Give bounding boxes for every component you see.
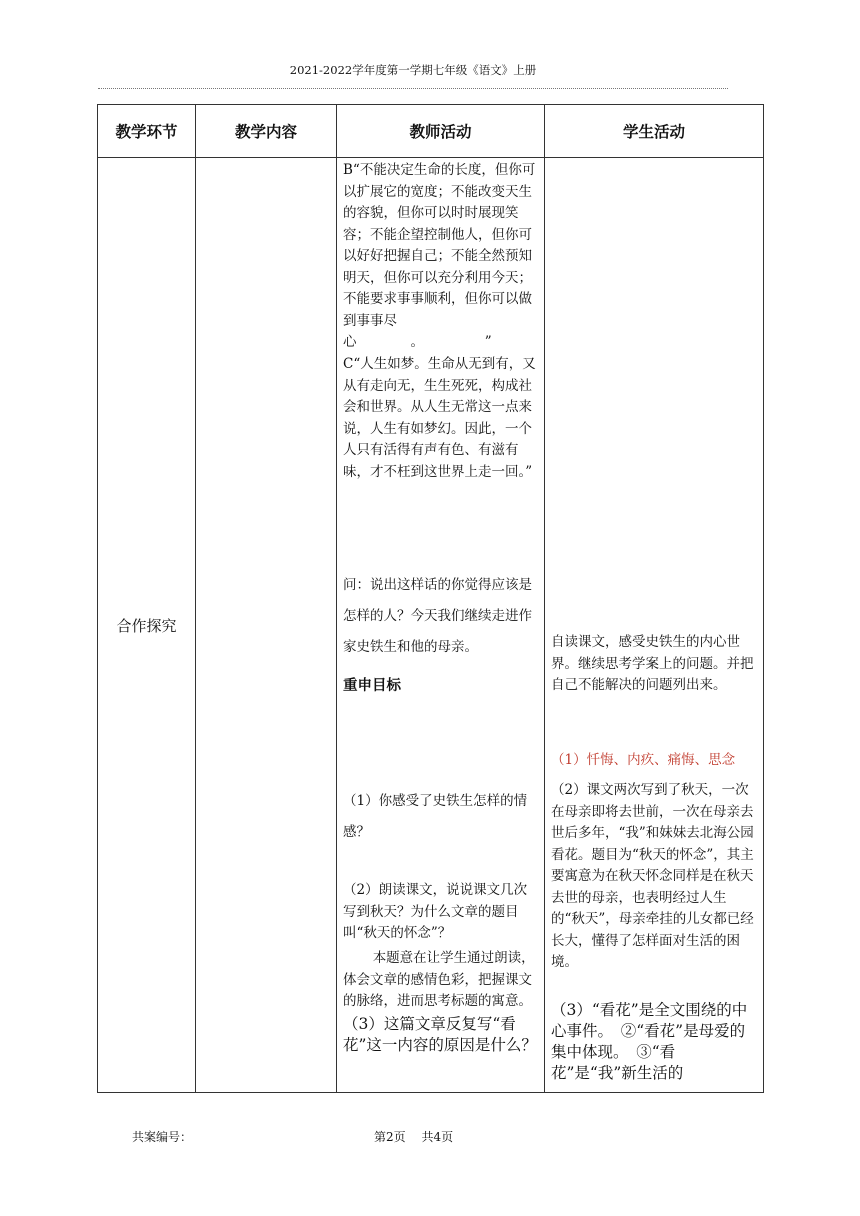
header-teacher-activity: 教师活动 bbox=[337, 105, 545, 158]
table-header-row bbox=[98, 105, 764, 158]
question-2-note: 本题意在让学生通过朗读，体会文章的感情色彩，把握课文的脉络，进而思考标题的寓意。 bbox=[343, 950, 535, 1009]
quote-b: B“不能决定生命的长度，但你可以扩展它的宽度；不能改变天生的容貌，但你可以时时展现笑容；不能企望控制他人，但你可以好好把握自己；不能全然预知明天，但你可以充分利用今天；不能要求事事顺利，但你可以做到事事尽心 。 ” bbox=[343, 162, 536, 350]
teacher-activity-cell bbox=[337, 158, 545, 1093]
header-teaching-content: 教学内容 bbox=[196, 105, 337, 158]
student-activity-cell bbox=[545, 158, 764, 1093]
question-2: （2）朗读课文，说说课文几次写到秋天？为什么文章的题目叫“秋天的怀念”？ bbox=[343, 882, 528, 941]
section-label: 合作探究 bbox=[98, 158, 196, 1093]
goal-heading: 重申目标 bbox=[343, 678, 401, 694]
lesson-plan-table bbox=[97, 104, 764, 1093]
footer-page-number: 第2页 共4页 bbox=[374, 1130, 454, 1144]
lead-question: 问：说出这样话的你觉得应该是怎样的人？今天我们继续走进作家史铁生和他的母亲。 bbox=[343, 577, 532, 655]
teaching-content-cell bbox=[196, 158, 337, 1093]
question-1: （1）你感受了史铁生怎样的情感？ bbox=[343, 793, 528, 840]
header-teaching-stage: 教学环节 bbox=[98, 105, 196, 158]
quote-c: C“人生如梦。生命从无到有，又从有走向无，生生死死，构成社会和世界。从人生无常这一点来说，人生有如梦幻。因此，一个人只有活得有声有色、有滋有味，才不枉到这世界上走一回。” bbox=[343, 356, 536, 480]
answer-2: （2）课文两次写到了秋天，一次在母亲即将去世前，一次在母亲去世后多年，“我”和妹妹去北海公园看花。题目为“秋天的怀念”，其主要寓意为在秋天怀念同样是在秋天去世的母亲，也表明经过人生的“秋天”，母亲牵挂的儿女都已经长大，懂得了怎样面对生活的困境。 bbox=[551, 782, 754, 970]
question-3: （3）这篇文章反复写“看花”这一内容的原因是什么？ bbox=[343, 1015, 537, 1054]
table-row bbox=[98, 158, 764, 1093]
header-student-activity: 学生活动 bbox=[545, 105, 764, 158]
page-header: 2021-2022学年度第一学期七年级《语文》上册 bbox=[98, 58, 728, 89]
answer-3: （3）“看花”是全文围绕的中心事件。 ②“看花”是母爱的集中体现。 ③“看花”是“我”新生活的 bbox=[551, 1001, 748, 1082]
footer-code-label: 共案编号： bbox=[132, 1130, 193, 1144]
student-intro: 自读课文，感受史铁生的内心世界。继续思考学案上的问题。并把自己不能解决的问题列出来。 bbox=[551, 634, 754, 693]
answer-1: （1）忏悔、内疚、痛悔、思念 bbox=[551, 752, 736, 768]
